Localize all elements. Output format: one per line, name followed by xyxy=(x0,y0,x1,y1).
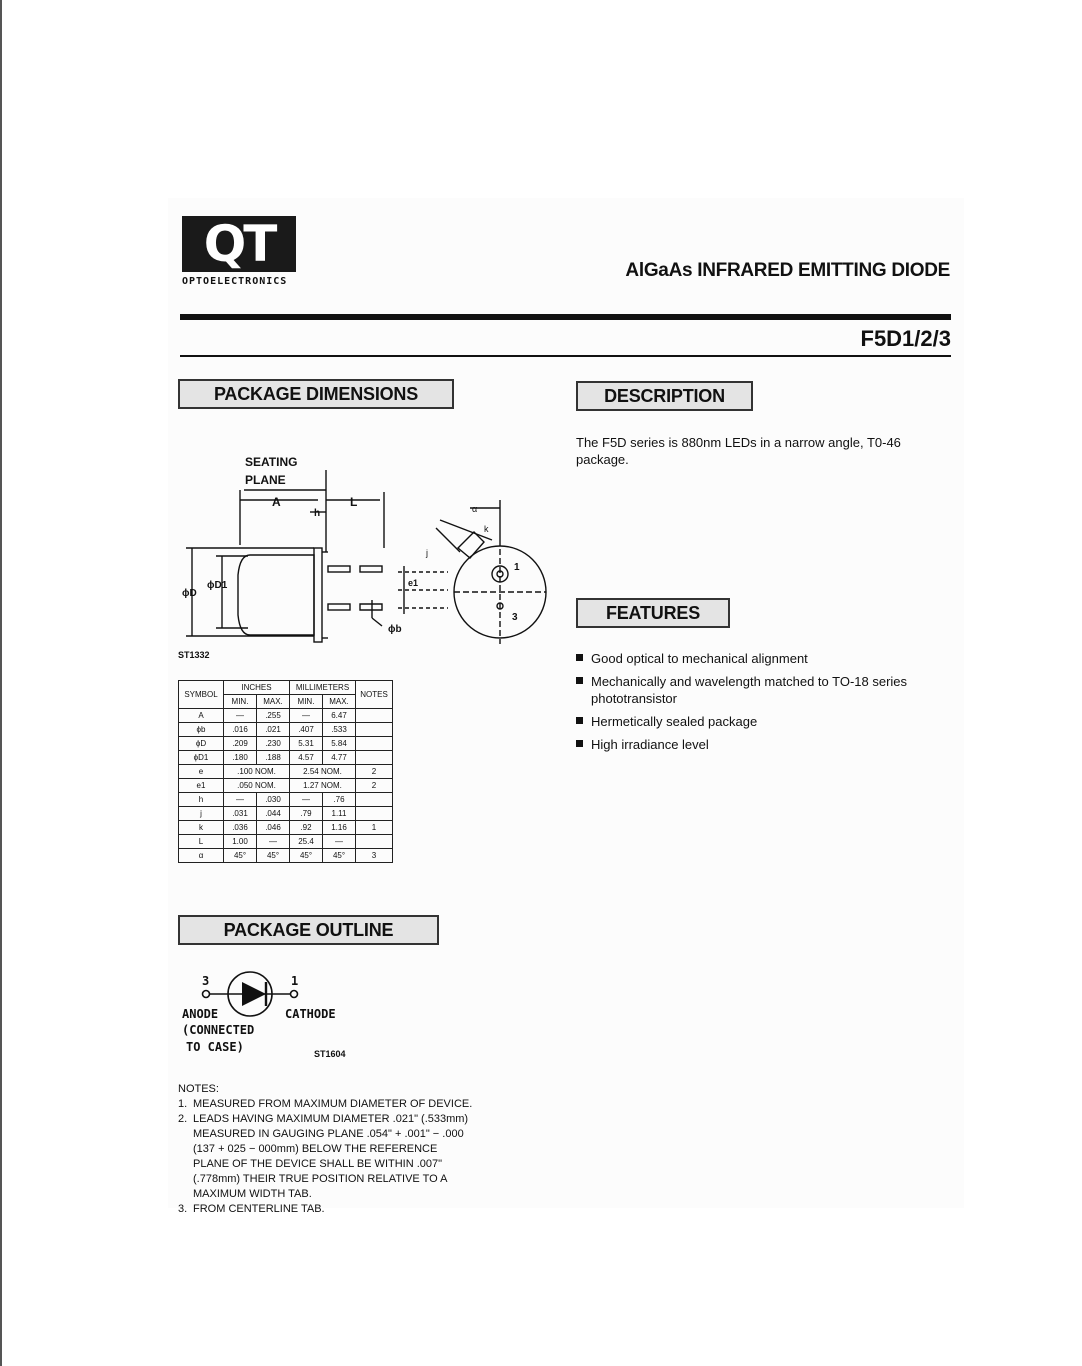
cell: .036 xyxy=(224,821,257,835)
cell: .030 xyxy=(257,793,290,807)
part-number: F5D1/2/3 xyxy=(860,326,951,351)
note-line: LEADS HAVING MAXIMUM DIAMETER .021" (.533mm) xyxy=(193,1113,469,1125)
cell-symbol: ϕD1 xyxy=(179,751,224,765)
notes-block xyxy=(178,1082,518,1217)
cell: 45° xyxy=(323,849,356,863)
connected-label-2: TO CASE) xyxy=(186,1040,244,1054)
cell: .209 xyxy=(224,737,257,751)
dim-j-label: j xyxy=(426,548,428,558)
cell: .230 xyxy=(257,737,290,751)
cell-notes: 3 xyxy=(356,849,393,863)
cell: .188 xyxy=(257,751,290,765)
cell: .031 xyxy=(224,807,257,821)
note-line: FROM CENTERLINE TAB. xyxy=(193,1203,325,1215)
note-item xyxy=(178,1097,518,1112)
note-line-wrap xyxy=(178,1172,518,1187)
note-line-wrap xyxy=(178,1142,518,1157)
cell: 45° xyxy=(224,849,257,863)
cell: — xyxy=(224,709,257,723)
notes-title: NOTES: xyxy=(178,1083,219,1095)
cell: — xyxy=(257,835,290,849)
outline-code: ST1604 xyxy=(314,1049,346,1059)
dim-phid-label: ϕD xyxy=(182,588,197,599)
feature-text: Good optical to mechanical alignment xyxy=(591,651,808,666)
cell: 1.00 xyxy=(224,835,257,849)
note-line: (.778mm) THEIR TRUE POSITION RELATIVE TO A xyxy=(193,1173,448,1185)
cell: .533 xyxy=(323,723,356,737)
cell: 4.57 xyxy=(290,751,323,765)
cell: .050 NOM. xyxy=(224,779,290,793)
cell: 2.54 NOM. xyxy=(290,765,356,779)
cell-symbol: L xyxy=(179,835,224,849)
cell: .180 xyxy=(224,751,257,765)
cell: .021 xyxy=(257,723,290,737)
description-text: The F5D series is 880nm LEDs in a narrow angle, T0-46 package. xyxy=(576,435,901,467)
dim-alpha-label: α xyxy=(472,504,478,514)
cell: .76 xyxy=(323,793,356,807)
th-min: MIN. xyxy=(290,695,323,709)
cell: 1.11 xyxy=(323,807,356,821)
cell: — xyxy=(290,793,323,807)
cell-symbol: k xyxy=(179,821,224,835)
cell: .100 NOM. xyxy=(224,765,290,779)
note-line: PLANE OF THE DEVICE SHALL BE WITHIN .007" xyxy=(193,1158,443,1170)
cell: .046 xyxy=(257,821,290,835)
dim-h-label: h xyxy=(314,508,321,519)
note-line: MEASURED FROM MAXIMUM DIAMETER OF DEVICE. xyxy=(193,1098,473,1110)
section-features: FEATURES xyxy=(576,598,730,628)
cell-symbol: α xyxy=(179,849,224,863)
th-mm: MILLIMETERS xyxy=(290,681,356,695)
note-line: MEASURED IN GAUGING PLANE .054" + .001" − .000 xyxy=(193,1128,464,1140)
dim-phib-label: ϕb xyxy=(388,624,402,635)
note-line-wrap xyxy=(178,1127,518,1142)
cell: .92 xyxy=(290,821,323,835)
document-title: AlGaAs INFRARED EMITTING DIODE xyxy=(625,260,950,281)
logo-subtitle: OPTOELECTRONICS xyxy=(182,276,288,287)
cell: 1.27 NOM. xyxy=(290,779,356,793)
feature-text: High irradiance level xyxy=(591,737,709,752)
logo-letters: QT xyxy=(203,215,275,273)
seating-plane-label-1: SEATING xyxy=(245,455,298,469)
dim-a-label: A xyxy=(272,495,281,509)
note-item xyxy=(178,1202,518,1217)
cell: .79 xyxy=(290,807,323,821)
anode-label: ANODE xyxy=(182,1007,219,1021)
th-max: MAX. xyxy=(323,695,356,709)
section-description: DESCRIPTION xyxy=(576,381,753,411)
th-symbol: SYMBOL xyxy=(179,681,224,709)
cell: .044 xyxy=(257,807,290,821)
dim-l-label: L xyxy=(350,495,358,509)
cell: 1.16 xyxy=(323,821,356,835)
cell: .255 xyxy=(257,709,290,723)
dim-k-label: k xyxy=(484,524,489,534)
pin-3-label: 3 xyxy=(512,612,518,623)
th-min: MIN. xyxy=(224,695,257,709)
pin-1-label: 1 xyxy=(514,562,520,573)
note-line-wrap xyxy=(178,1157,518,1172)
section-package-outline: PACKAGE OUTLINE xyxy=(178,915,439,945)
dim-phid1-label: ϕD1 xyxy=(207,580,228,591)
note-line: (137 + 025 − 000mm) BELOW THE REFERENCE xyxy=(193,1143,438,1155)
cell-notes: 2 xyxy=(356,765,393,779)
cell: .016 xyxy=(224,723,257,737)
note-number: 1. xyxy=(178,1098,188,1110)
cell: 45° xyxy=(257,849,290,863)
cell: 6.47 xyxy=(323,709,356,723)
cell: 5.84 xyxy=(323,737,356,751)
cell: 45° xyxy=(290,849,323,863)
connected-label-1: (CONNECTED xyxy=(182,1023,255,1037)
cell-symbol: ϕD xyxy=(179,737,224,751)
cell: — xyxy=(323,835,356,849)
cell-symbol: h xyxy=(179,793,224,807)
note-line: MAXIMUM WIDTH TAB. xyxy=(193,1188,312,1200)
cell-symbol: ϕb xyxy=(179,723,224,737)
cell-symbol: e1 xyxy=(179,779,224,793)
note-item xyxy=(178,1112,518,1127)
dim-e1-label: e1 xyxy=(408,578,419,588)
cell-symbol: j xyxy=(179,807,224,821)
th-inches: INCHES xyxy=(224,681,290,695)
cell: 5.31 xyxy=(290,737,323,751)
cell-notes: 1 xyxy=(356,821,393,835)
cell: 4.77 xyxy=(323,751,356,765)
cell-symbol: A xyxy=(179,709,224,723)
anode-pin-number: 3 xyxy=(202,974,210,988)
seating-plane-label-2: PLANE xyxy=(245,473,286,487)
cell: .407 xyxy=(290,723,323,737)
feature-text: Hermetically sealed package xyxy=(591,714,758,729)
cell: 25.4 xyxy=(290,835,323,849)
cathode-label: CATHODE xyxy=(285,1007,336,1021)
cell: — xyxy=(224,793,257,807)
cell-symbol: e xyxy=(179,765,224,779)
drawing-code: ST1332 xyxy=(178,650,210,660)
note-line-wrap xyxy=(178,1187,518,1202)
th-notes: NOTES xyxy=(356,681,393,709)
th-max: MAX. xyxy=(257,695,290,709)
note-number: 3. xyxy=(178,1203,188,1215)
cell: — xyxy=(290,709,323,723)
feature-text: Mechanically and wavelength matched to TO-18 series phototransistor xyxy=(591,674,908,706)
note-number: 2. xyxy=(178,1113,188,1125)
cathode-pin-number: 1 xyxy=(291,974,299,988)
section-package-dimensions: PACKAGE DIMENSIONS xyxy=(178,379,454,409)
cell-notes: 2 xyxy=(356,779,393,793)
